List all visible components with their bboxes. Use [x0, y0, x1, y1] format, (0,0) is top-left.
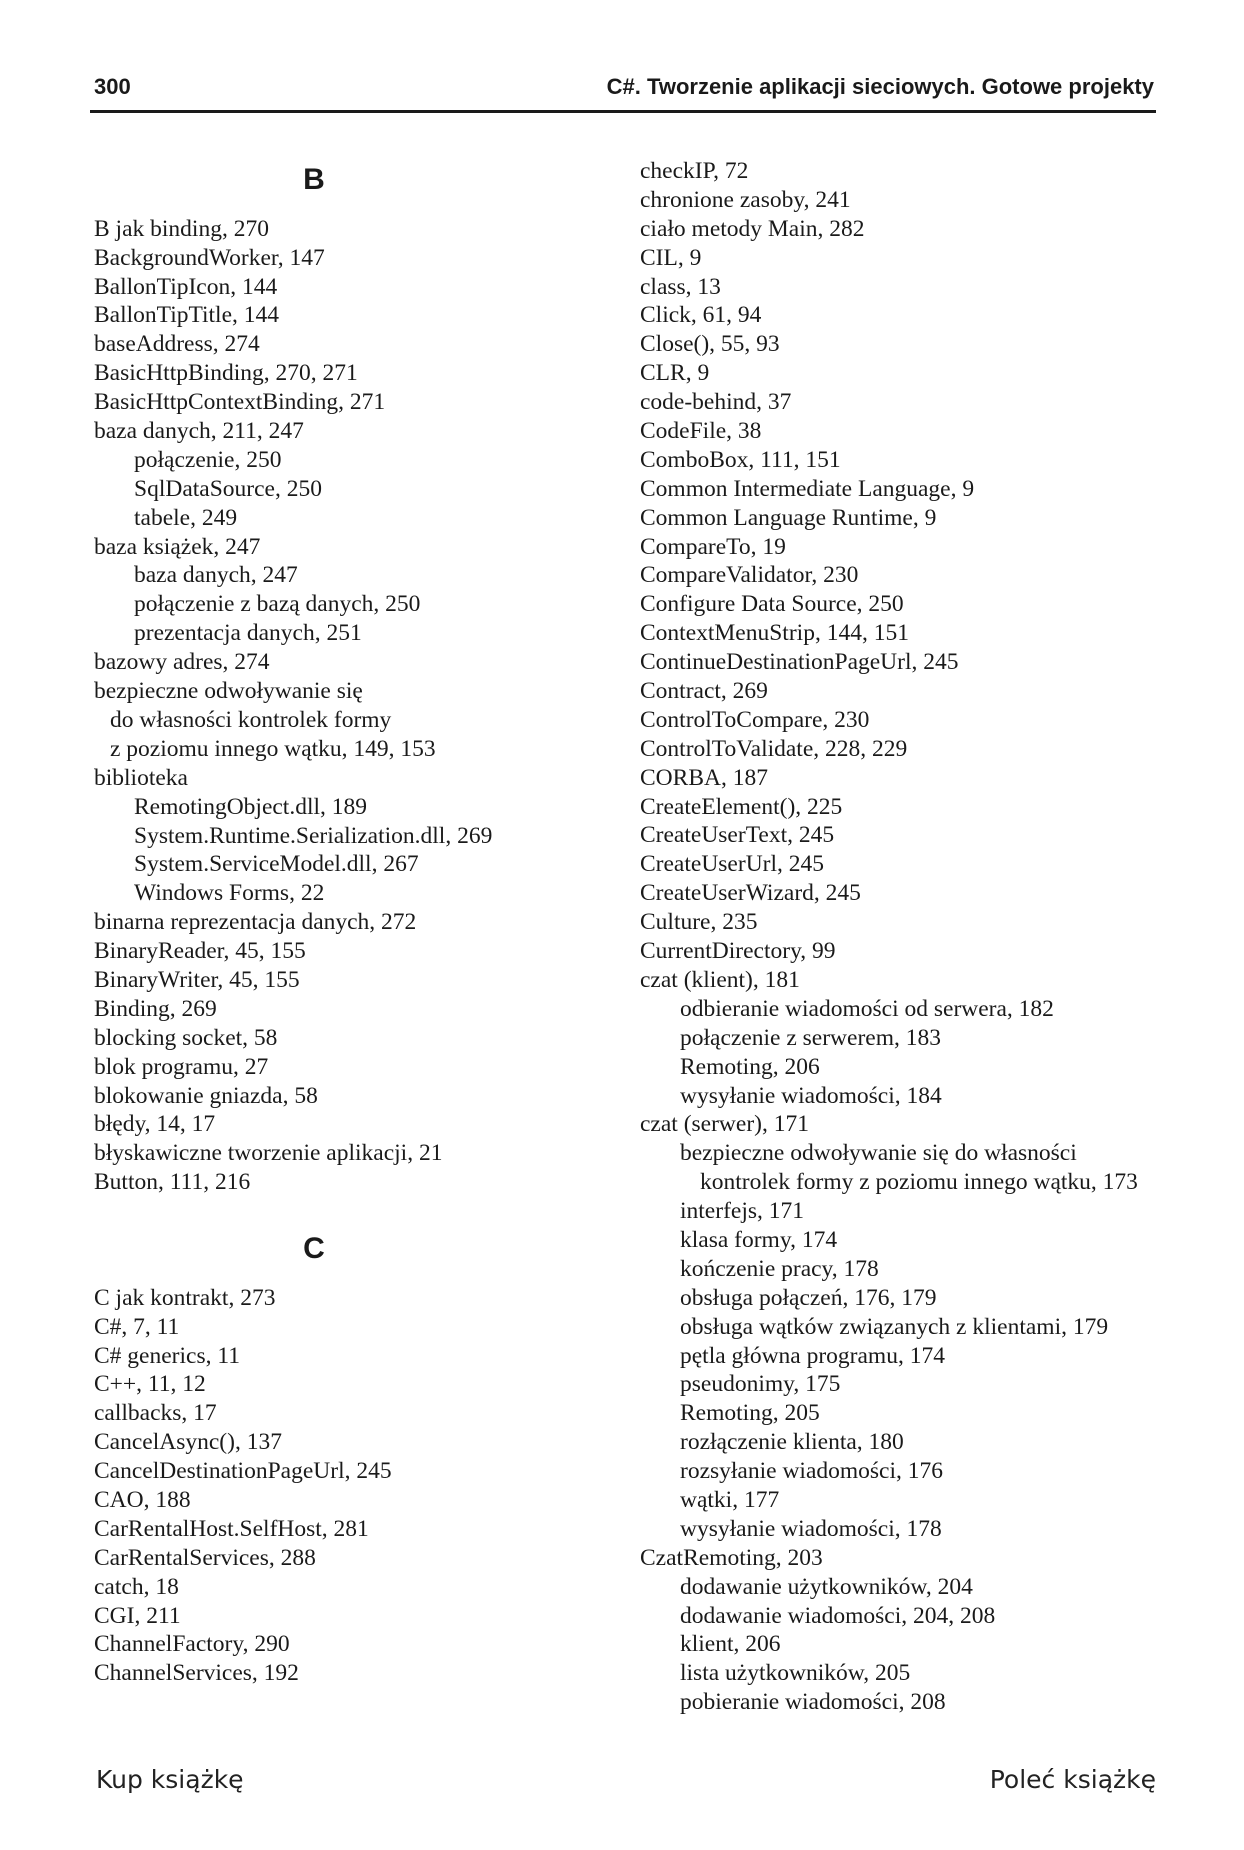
- index-entry: ciało metody Main, 282: [640, 215, 865, 242]
- page-header: [90, 70, 1156, 113]
- index-entry: class, 13: [640, 273, 721, 300]
- index-entry: callbacks, 17: [94, 1400, 217, 1427]
- index-entry: CORBA, 187: [640, 764, 768, 791]
- index-entry: BasicHttpContextBinding, 271: [94, 389, 386, 416]
- index-entry: wątki, 177: [680, 1486, 780, 1513]
- index-entry: lista użytkowników, 205: [680, 1660, 911, 1687]
- index-entry: C jak kontrakt, 273: [94, 1284, 276, 1311]
- index-entry: CGI, 211: [94, 1602, 181, 1629]
- index-entry: czat (serwer), 171: [640, 1111, 809, 1138]
- index-entry: połączenie, 250: [134, 446, 282, 473]
- index-entry: CreateElement(), 225: [640, 793, 843, 820]
- index-entry: ControlToCompare, 230: [640, 706, 870, 733]
- page-number: 300: [94, 74, 131, 99]
- index-entry: z poziomu innego wątku, 149, 153: [110, 735, 436, 762]
- index-entry: Common Intermediate Language, 9: [640, 475, 975, 502]
- index-entry: Configure Data Source, 250: [640, 591, 904, 618]
- index-column-right: [640, 157, 1200, 1717]
- index-entry: bezpieczne odwoływanie się do własności: [680, 1140, 1077, 1167]
- index-entry: CarRentalServices, 288: [94, 1544, 316, 1571]
- index-entry: wysyłanie wiadomości, 184: [680, 1082, 942, 1109]
- index-entry: wysyłanie wiadomości, 178: [680, 1515, 942, 1542]
- index-entry: BinaryWriter, 45, 155: [94, 966, 300, 993]
- index-entry: interfejs, 171: [680, 1198, 804, 1225]
- index-entry: C#, 7, 11: [94, 1313, 180, 1340]
- index-entry: Button, 111, 216: [94, 1169, 251, 1196]
- index-entry: dodawanie wiadomości, 204, 208: [680, 1602, 996, 1629]
- index-entry: obsługa wątków związanych z klientami, 179: [680, 1313, 1109, 1340]
- index-entry: code-behind, 37: [640, 389, 792, 416]
- index-entry: BinaryReader, 45, 155: [94, 938, 306, 965]
- section-letter-b: B: [303, 163, 325, 196]
- index-entry: bezpieczne odwoływanie się: [94, 678, 363, 705]
- book-title: C#. Tworzenie aplikacji sieciowych. Gotowe projekty: [606, 74, 1154, 99]
- index-entry: Close(), 55, 93: [640, 331, 780, 358]
- index-entry: binarna reprezentacja danych, 272: [94, 909, 417, 936]
- index-entry: blocking socket, 58: [94, 1024, 278, 1051]
- index-entry: dodawanie użytkowników, 204: [680, 1573, 973, 1600]
- index-entry: baza książek, 247: [94, 533, 261, 560]
- index-entry: błędy, 14, 17: [94, 1111, 216, 1138]
- index-entry: CreateUserUrl, 245: [640, 851, 825, 878]
- index-entry: Common Language Runtime, 9: [640, 504, 937, 531]
- index-entry: blok programu, 27: [94, 1053, 269, 1080]
- recommend-book-link[interactable]: Poleć książkę: [989, 1765, 1156, 1794]
- index-entry: czat (klient), 181: [640, 966, 800, 993]
- index-entry: CreateUserWizard, 245: [640, 880, 861, 907]
- index-entry: ChannelServices, 192: [94, 1660, 299, 1687]
- index-entry: ChannelFactory, 290: [94, 1631, 290, 1658]
- index-entry: błyskawiczne tworzenie aplikacji, 21: [94, 1140, 443, 1167]
- index-column-left: [94, 157, 554, 1688]
- index-entry: ContextMenuStrip, 144, 151: [640, 620, 909, 647]
- index-entry: CurrentDirectory, 99: [640, 938, 836, 965]
- index-entry: C# generics, 11: [94, 1342, 240, 1369]
- index-entry: baseAddress, 274: [94, 331, 260, 358]
- index-entry: bazowy adres, 274: [94, 649, 270, 676]
- index-entry: blokowanie gniazda, 58: [94, 1082, 318, 1109]
- index-entry: CancelAsync(), 137: [94, 1429, 282, 1456]
- index-entry: BackgroundWorker, 147: [94, 244, 325, 271]
- index-entry: klasa formy, 174: [680, 1226, 838, 1253]
- index-entry: Windows Forms, 22: [134, 880, 325, 907]
- index-list-b: [94, 215, 554, 1197]
- index-entry: rozsyłanie wiadomości, 176: [680, 1458, 944, 1485]
- section-letter-c: C: [303, 1231, 325, 1265]
- index-entry: CompareTo, 19: [640, 533, 786, 560]
- index-entry: Remoting, 206: [680, 1053, 820, 1080]
- index-entry: B jak binding, 270: [94, 215, 269, 242]
- index-entry: BallonTipTitle, 144: [94, 302, 280, 329]
- index-entry: kończenie pracy, 178: [680, 1255, 879, 1282]
- index-entry: CreateUserText, 245: [640, 822, 835, 849]
- index-entry: odbieranie wiadomości od serwera, 182: [680, 995, 1054, 1022]
- index-entry: BallonTipIcon, 144: [94, 273, 278, 300]
- index-entry: Contract, 269: [640, 678, 768, 705]
- index-entry: CodeFile, 38: [640, 418, 762, 445]
- index-entry: tabele, 249: [134, 504, 238, 531]
- index-entry: ComboBox, 111, 151: [640, 446, 841, 473]
- index-entry: CarRentalHost.SelfHost, 281: [94, 1515, 369, 1542]
- index-entry: pseudonimy, 175: [680, 1371, 841, 1398]
- index-entry: połączenie z serwerem, 183: [680, 1024, 941, 1051]
- index-entry: System.ServiceModel.dll, 267: [134, 851, 419, 878]
- index-entry: Binding, 269: [94, 995, 217, 1022]
- index-entry: C++, 11, 12: [94, 1371, 206, 1398]
- index-entry: prezentacja danych, 251: [134, 620, 362, 647]
- index-entry: baza danych, 247: [134, 562, 298, 589]
- index-entry: Remoting, 205: [680, 1400, 820, 1427]
- index-entry: CLR, 9: [640, 360, 710, 387]
- buy-book-link[interactable]: Kup książkę: [96, 1765, 244, 1794]
- index-entry: kontrolek formy z poziomu innego wątku, 173: [700, 1169, 1138, 1196]
- index-entry: Culture, 235: [640, 909, 758, 936]
- index-entry: BasicHttpBinding, 270, 271: [94, 360, 358, 387]
- index-entry: catch, 18: [94, 1573, 179, 1600]
- index-entry: CzatRemoting, 203: [640, 1544, 823, 1571]
- index-entry: chronione zasoby, 241: [640, 186, 851, 213]
- index-list-c: [94, 1284, 554, 1688]
- index-entry: System.Runtime.Serialization.dll, 269: [134, 822, 493, 849]
- index-entry: Click, 61, 94: [640, 302, 762, 329]
- index-entry: klient, 206: [680, 1631, 781, 1658]
- index-entry: CAO, 188: [94, 1487, 191, 1513]
- index-entry: obsługa połączeń, 176, 179: [680, 1284, 937, 1311]
- index-entry: pobieranie wiadomości, 208: [680, 1689, 946, 1716]
- index-entry: biblioteka: [94, 764, 188, 791]
- index-entry: połączenie z bazą danych, 250: [134, 591, 421, 618]
- index-entry: do własności kontrolek formy: [110, 706, 392, 733]
- index-list-right: [640, 157, 1200, 1717]
- index-entry: pętla główna programu, 174: [680, 1342, 945, 1369]
- index-entry: SqlDataSource, 250: [134, 475, 322, 502]
- index-entry: CIL, 9: [640, 244, 702, 271]
- index-entry: checkIP, 72: [640, 158, 749, 184]
- index-entry: rozłączenie klienta, 180: [680, 1429, 904, 1456]
- index-entry: CompareValidator, 230: [640, 562, 859, 589]
- index-entry: ControlToValidate, 228, 229: [640, 735, 908, 762]
- index-entry: ContinueDestinationPageUrl, 245: [640, 649, 959, 676]
- index-entry: CancelDestinationPageUrl, 245: [94, 1458, 392, 1485]
- index-entry: RemotingObject.dll, 189: [134, 793, 368, 820]
- index-entry: baza danych, 211, 247: [94, 418, 304, 445]
